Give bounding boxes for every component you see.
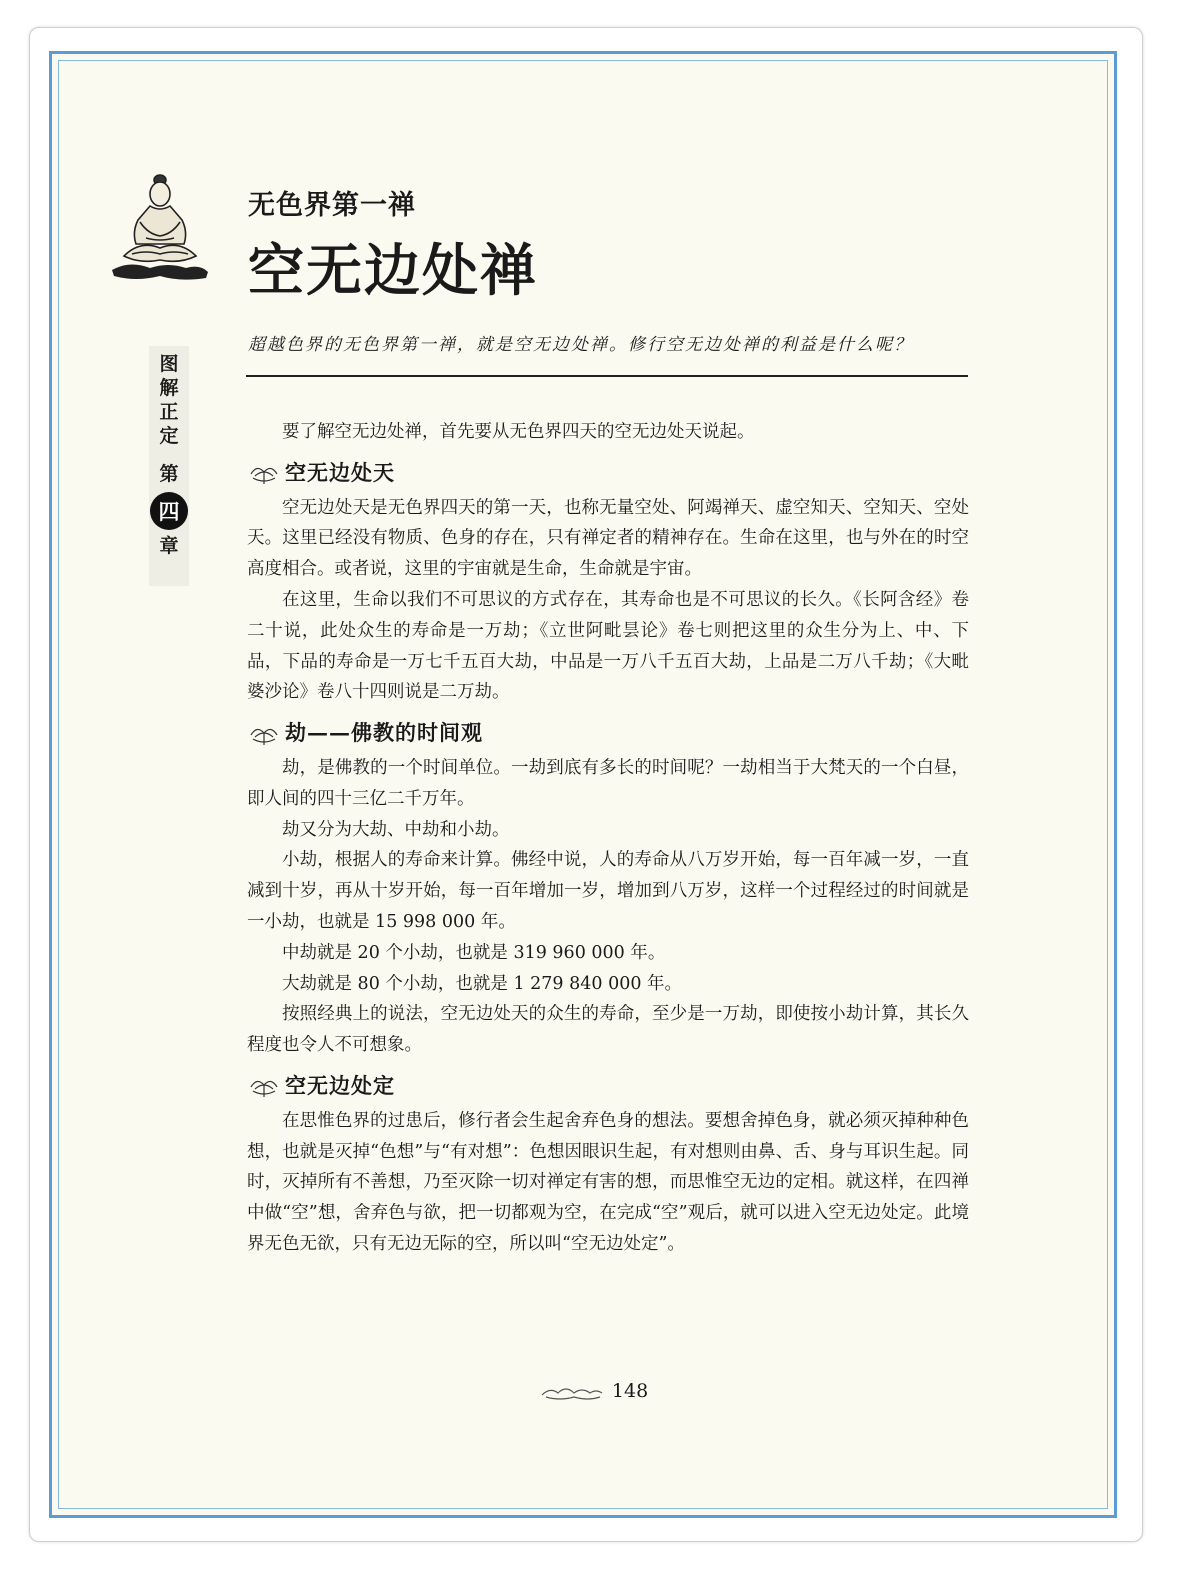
lotus-icon — [247, 1073, 281, 1099]
section-heading-text: 空无边处定 — [285, 1072, 395, 1098]
section-subtitle: 无色界第一禅 — [248, 190, 416, 221]
chapter-number-badge: 四 — [150, 492, 188, 530]
chapter-side-tab — [149, 346, 189, 586]
buddha-illustration — [110, 170, 210, 282]
section-heading — [247, 458, 969, 489]
paragraph: 劫又分为大劫、中劫和小劫。 — [282, 819, 510, 840]
section-heading — [247, 1071, 969, 1102]
side-tab-char: 正 — [159, 401, 179, 423]
section-heading-text: 劫——佛教的时间观 — [285, 720, 483, 746]
side-tab-char: 定 — [159, 425, 179, 447]
section-heading — [247, 718, 969, 749]
paragraph: 大劫就是 80 个小劫，也就是 1 279 840 000 年。 — [282, 973, 683, 994]
side-tab-di: 第 — [159, 463, 179, 485]
lotus-icon — [247, 721, 281, 747]
intro-question: 超越色界的无色界第一禅，就是空无边处禅。修行空无边处禅的利益是什么呢？ — [248, 335, 913, 355]
page-title: 空无边处禅 — [248, 238, 538, 304]
paragraph: 小劫，根据人的寿命来计算。佛经中说，人的寿命从八万岁开始，每一百年减一岁，一直减到十岁，再从十岁开始，每一百年增加一岁，增加到八万岁，这样一个过程经过的时间就是一小劫，也就是 15 998 000 年。 — [247, 850, 969, 932]
paragraph: 在思惟色界的过患后，修行者会生起舍弃色身的想法。要想舍掉色身，就必须灭掉种种色想，也就是灭掉“色想”与“有对想”：色想因眼识生起，有对想则由鼻、舌、身与耳识生起。同时，灭掉所有不善想，乃至灭除一切对禅定有害的想，而思惟空无边的定相。就这样，在四禅中做“空”想，舍弃色与欲，把一切都观为空，在完成“空”观后，就可以进入空无边处定。此境界无色无欲，只有无边无际的空，所以叫“空无边处定”。 — [247, 1110, 969, 1254]
lotus-icon — [247, 460, 281, 486]
cloud-ornament-icon — [540, 1383, 604, 1401]
page-number: 148 — [611, 1380, 649, 1402]
lead-paragraph: 要了解空无边处禅，首先要从无色界四天的空无边处天说起。 — [282, 422, 755, 442]
paragraph: 劫，是佛教的一个时间单位。一劫到底有多长的时间呢？一劫相当于大梵天的一个白昼，即人间的四十三亿二千万年。 — [247, 757, 969, 809]
section-heading-text: 空无边处天 — [285, 459, 395, 485]
side-tab-char: 图 — [159, 353, 179, 375]
side-tab-zhang: 章 — [159, 535, 179, 557]
divider — [246, 375, 968, 377]
paragraph: 中劫就是 20 个小劫，也就是 319 960 000 年。 — [282, 942, 666, 963]
page-footer — [0, 1380, 1188, 1402]
paragraph: 在这里，生命以我们不可思议的方式存在，其寿命也是不可思议的长久。《长阿含经》卷二十说，此处众生的寿命是一万劫；《立世阿毗昙论》卷七则把这里的众生分为上、中、下品，下品的寿命是一万七千五百大劫，中品是一万八千五百大劫，上品是二万八千劫；《大毗婆沙论》卷八十四则说是二万劫。 — [247, 589, 969, 703]
paragraph: 按照经典上的说法，空无边处天的众生的寿命，至少是一万劫，即使按小劫计算，其长久程度也令人不可想象。 — [247, 1004, 969, 1056]
article-body — [247, 417, 969, 1260]
paragraph: 空无边处天是无色界四天的第一天，也称无量空处、阿竭禅天、虚空知天、空知天、空处天。这里已经没有物质、色身的存在，只有禅定者的精神存在。生命在这里，也与外在的时空高度相合。或者说，这里的宇宙就是生命，生命就是宇宙。 — [247, 497, 969, 580]
side-tab-char: 解 — [159, 377, 179, 399]
